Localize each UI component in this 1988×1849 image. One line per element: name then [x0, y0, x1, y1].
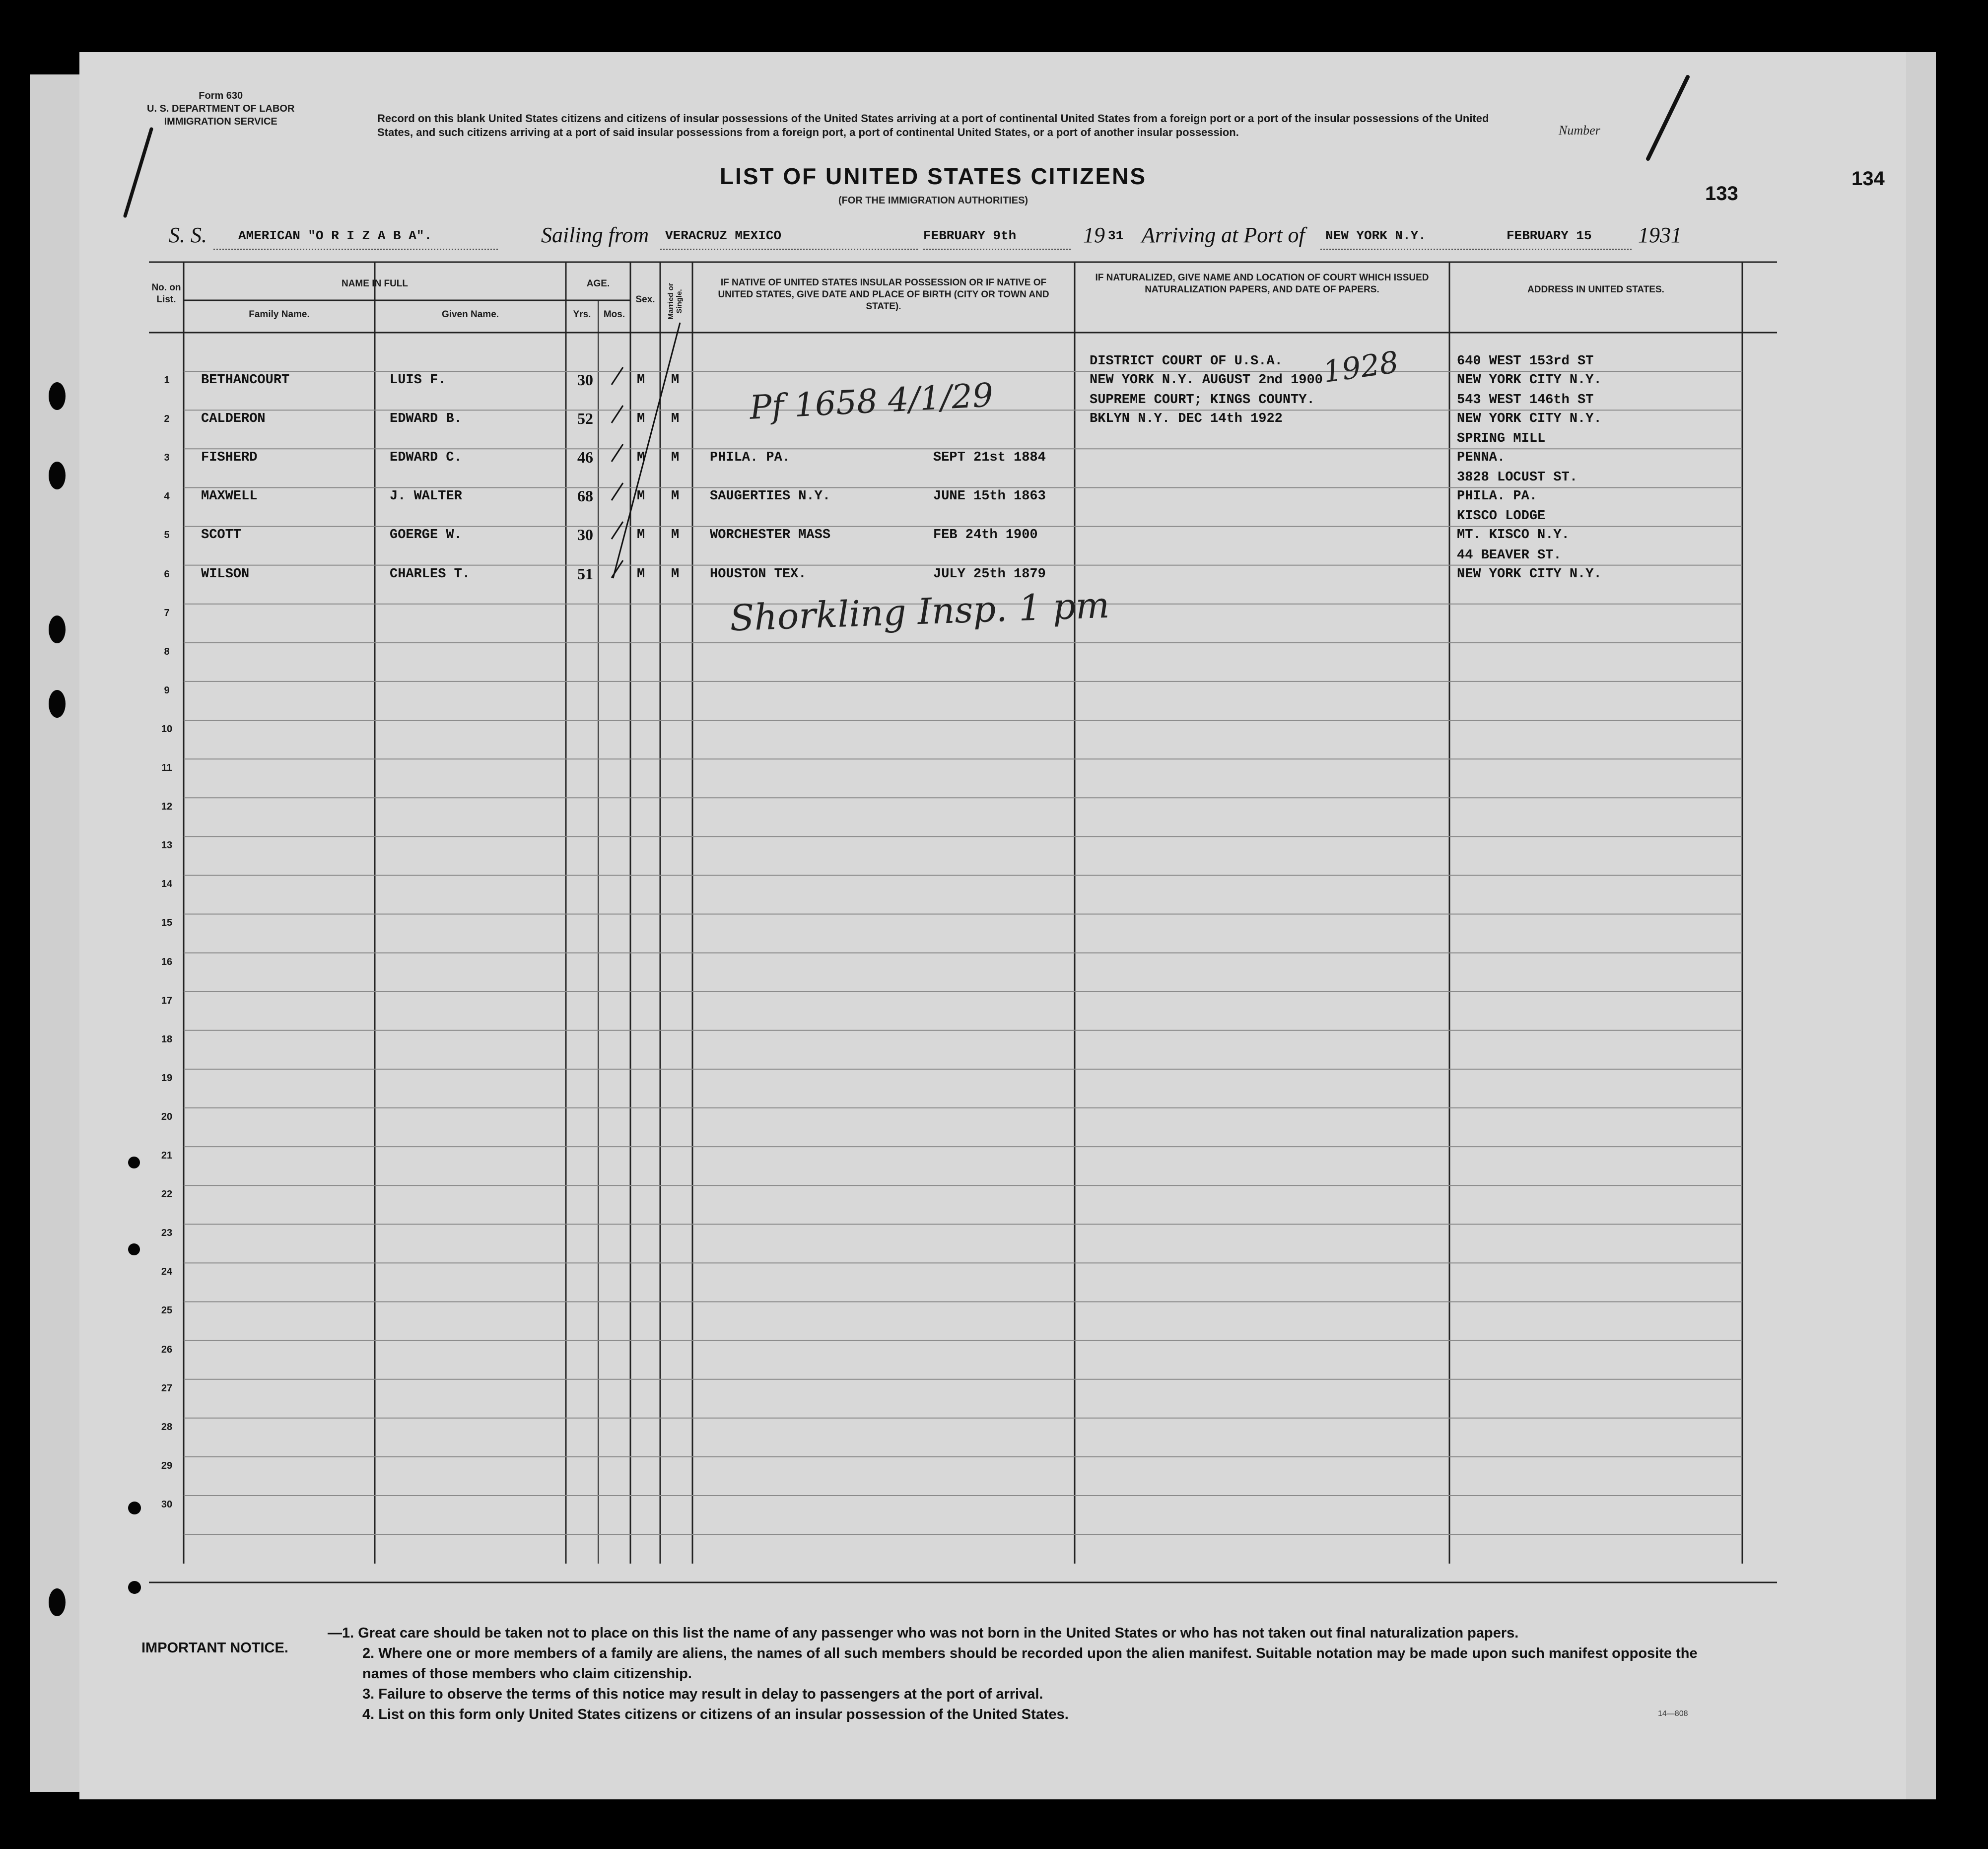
- notice-list: [328, 1623, 1717, 1725]
- row-number: 12: [161, 801, 173, 813]
- family-name-cell: CALDERON: [201, 411, 266, 427]
- family-name-cell: MAXWELL: [201, 489, 258, 504]
- row-number: 17: [161, 995, 173, 1006]
- sex-cell: M: [637, 489, 645, 504]
- sailing-label: Sailing from: [541, 223, 649, 247]
- row-number: 9: [164, 685, 170, 696]
- page-subtitle: (FOR THE IMMIGRATION AUTHORITIES): [838, 195, 1028, 206]
- row-number: 5: [164, 530, 170, 541]
- row-number: 20: [161, 1111, 173, 1122]
- row-number: 19: [161, 1072, 173, 1084]
- notice-item: 4. List on this form only United States citizens or citizens of an insular possession of the United States.: [362, 1707, 1069, 1722]
- married-single-cell: M: [671, 411, 680, 427]
- given-name-cell: GOERGE W.: [390, 528, 462, 543]
- col-header-no: No. on List.: [151, 282, 181, 305]
- address-cell: NEW YORK CITY N.Y.: [1457, 373, 1602, 388]
- age-years-cell: 30: [577, 371, 593, 389]
- row-number: 24: [161, 1266, 173, 1278]
- row-number: 15: [161, 917, 173, 929]
- arriving-year: 1931: [1638, 223, 1682, 247]
- row-number: 8: [164, 646, 170, 657]
- handwritten-nat-year: 1928: [1320, 344, 1401, 390]
- given-name-cell: EDWARD B.: [390, 411, 462, 427]
- notice-item: 3. Failure to observe the terms of this notice may result in delay to passengers at the port of arrival.: [362, 1686, 1043, 1702]
- col-header-address: ADDRESS IN UNITED STATES.: [1527, 284, 1664, 295]
- sex-cell: M: [637, 528, 645, 543]
- married-single-cell: M: [671, 489, 680, 504]
- age-years-cell: 52: [577, 410, 593, 428]
- row-number: 21: [161, 1150, 173, 1161]
- address-cell: NEW YORK CITY N.Y.: [1457, 411, 1602, 427]
- address-cell: KISCO LODGE: [1457, 509, 1546, 524]
- sex-cell: M: [637, 411, 645, 427]
- row-number: 25: [161, 1305, 173, 1316]
- row-number: 23: [161, 1228, 173, 1239]
- arriving-date: FEBRUARY 15: [1507, 228, 1592, 243]
- naturalization-cell: BKLYN N.Y. DEC 14th 1922: [1090, 411, 1283, 427]
- department-name: U. S. DEPARTMENT OF LABOR: [147, 103, 295, 114]
- col-header-family-name: Family Name.: [249, 309, 310, 320]
- birth-date-cell: JULY 25th 1879: [933, 566, 1046, 582]
- sailing-date: FEBRUARY 9th: [923, 228, 1017, 243]
- col-header-naturalized: IF NATURALIZED, GIVE NAME AND LOCATION OF COURT WHICH ISSUED NATURALIZATION PAPERS, AND DATE OF PAPERS.: [1095, 273, 1429, 295]
- row-number: 22: [161, 1189, 173, 1200]
- col-header-sex: Sex.: [635, 294, 655, 305]
- handwritten-pf-note: Pf 1658 4/1/29: [749, 376, 994, 427]
- row-number: 28: [161, 1421, 173, 1433]
- arriving-label: Arriving at Port of: [1142, 223, 1305, 247]
- family-name-cell: FISHERD: [201, 450, 258, 466]
- birth-place-cell: WORCHESTER MASS: [710, 528, 831, 543]
- address-cell: SPRING MILL: [1457, 431, 1546, 447]
- year-prefix: 19: [1083, 223, 1105, 247]
- form-instructions: Record on this blank United States citizens and citizens of insular possessions of the United States arriving at a port of continental United States from a foreign port or a port of the insular possessions of the United States, and such citizens arriving at a port of said insular possessions from a foreign port, a port of continental United States, or a port of another insular possession.: [377, 112, 1489, 138]
- number-label: Number: [1559, 123, 1600, 137]
- print-code: 14—808: [1658, 1710, 1688, 1718]
- address-cell: 44 BEAVER ST.: [1457, 548, 1562, 563]
- sailing-year: 31: [1108, 228, 1124, 243]
- col-header-birth: IF NATIVE OF UNITED STATES INSULAR POSSESSION OR IF NATIVE OF UNITED STATES, GIVE DATE AND PLACE OF BIRTH (CITY OR TOWN AND STATE).: [718, 277, 1049, 312]
- row-number: 10: [161, 723, 173, 735]
- row-number: 16: [161, 956, 173, 967]
- naturalization-cell: NEW YORK N.Y. AUGUST 2nd 1900: [1090, 373, 1323, 388]
- row-number: 3: [164, 452, 170, 464]
- address-cell: PHILA. PA.: [1457, 489, 1538, 504]
- married-single-cell: M: [671, 450, 680, 466]
- birth-date-cell: SEPT 21st 1884: [933, 450, 1046, 466]
- ss-label: S. S.: [169, 223, 207, 247]
- row-number: 14: [161, 879, 173, 890]
- sex-cell: M: [637, 450, 645, 466]
- col-header-married: Married or Single.: [667, 283, 684, 320]
- row-number: 27: [161, 1382, 173, 1394]
- row-number: 18: [161, 1033, 173, 1045]
- birth-place-cell: PHILA. PA.: [710, 450, 791, 466]
- birth-date-cell: FEB 24th 1900: [933, 528, 1038, 543]
- address-cell: 640 WEST 153rd ST: [1457, 354, 1594, 369]
- service-name: IMMIGRATION SERVICE: [164, 116, 277, 127]
- given-name-cell: EDWARD C.: [390, 450, 462, 466]
- birth-place-cell: HOUSTON TEX.: [710, 566, 807, 582]
- col-header-yrs: Yrs.: [573, 309, 591, 320]
- col-header-mos: Mos.: [603, 309, 625, 320]
- row-number: 4: [164, 491, 170, 502]
- given-name-cell: J. WALTER: [390, 489, 462, 504]
- age-years-cell: 68: [577, 487, 593, 505]
- address-cell: 3828 LOCUST ST.: [1457, 470, 1578, 485]
- ship-name: AMERICAN "O R I Z A B A".: [238, 228, 432, 243]
- address-cell: MT. KISCO N.Y.: [1457, 528, 1570, 543]
- notice-item: 2. Where one or more members of a family are aliens, the names of all such members should be recorded upon the alien manifest. Suitable notation may be made upon such manifest opposite the names of those members who claim citizenship.: [362, 1645, 1698, 1682]
- col-header-given-name: Given Name.: [441, 309, 499, 320]
- row-number: 1: [164, 375, 170, 386]
- page-number-left: 133: [1705, 183, 1738, 205]
- page-title: LIST OF UNITED STATES CITIZENS: [719, 163, 1147, 189]
- birth-date-cell: JUNE 15th 1863: [933, 489, 1046, 504]
- given-name-cell: LUIS F.: [390, 373, 446, 388]
- col-header-name-in-full: NAME IN FULL: [341, 278, 409, 289]
- family-name-cell: BETHANCOURT: [201, 373, 290, 388]
- page-number-right: 134: [1851, 168, 1885, 190]
- married-single-cell: M: [671, 373, 680, 388]
- naturalization-cell: SUPREME COURT; KINGS COUNTY.: [1090, 393, 1315, 408]
- row-number: 11: [161, 762, 172, 773]
- notice-label: IMPORTANT NOTICE.: [141, 1640, 288, 1656]
- married-single-cell: M: [671, 528, 680, 543]
- given-name-cell: CHARLES T.: [390, 566, 471, 582]
- sex-cell: M: [637, 373, 645, 388]
- row-number: 2: [164, 413, 170, 425]
- row-number: 29: [161, 1460, 173, 1471]
- family-name-cell: WILSON: [201, 566, 250, 582]
- handwritten-inspector-note: Shorkling Insp. 1 pm: [729, 584, 1110, 639]
- family-name-cell: SCOTT: [201, 528, 242, 543]
- age-years-cell: 51: [577, 564, 593, 583]
- arriving-port: NEW YORK N.Y.: [1325, 228, 1426, 243]
- col-header-age: AGE.: [586, 278, 610, 289]
- age-years-cell: 46: [577, 448, 593, 467]
- row-number: 13: [161, 840, 173, 851]
- row-number: 26: [161, 1344, 173, 1355]
- birth-place-cell: SAUGERTIES N.Y.: [710, 489, 831, 504]
- notice-item: —1. Great care should be taken not to place on this list the name of any passenger who was not born in the United States or who has not taken out final naturalization papers.: [328, 1625, 1519, 1641]
- row-number: 7: [164, 607, 170, 618]
- sex-cell: M: [637, 566, 645, 582]
- address-cell: NEW YORK CITY N.Y.: [1457, 566, 1602, 582]
- address-cell: PENNA.: [1457, 450, 1506, 466]
- married-single-cell: M: [671, 566, 680, 582]
- row-number: 6: [164, 568, 170, 580]
- row-number: 30: [161, 1499, 173, 1510]
- form-number: Form 630: [199, 90, 243, 101]
- age-years-cell: 30: [577, 526, 593, 544]
- naturalization-cell: DISTRICT COURT OF U.S.A.: [1090, 354, 1283, 369]
- sailing-from: VERACRUZ MEXICO: [665, 228, 782, 243]
- address-cell: 543 WEST 146th ST: [1457, 393, 1594, 408]
